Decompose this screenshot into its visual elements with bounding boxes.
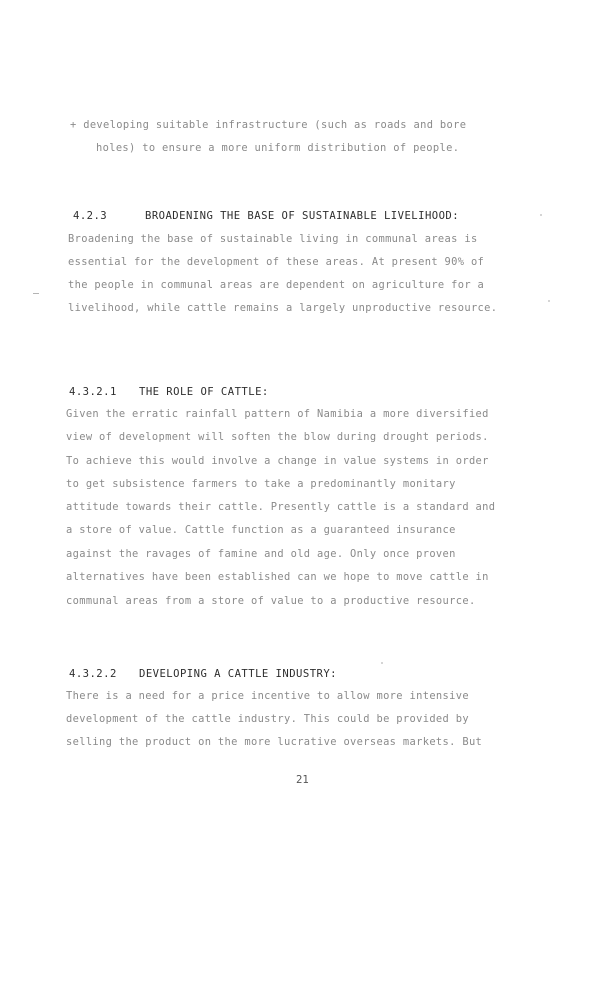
- section-number: 4.3.2.1: [69, 386, 117, 398]
- scan-speck: [381, 662, 383, 664]
- intro-line-2: holes) to ensure a more uniform distribution of people.: [96, 142, 460, 154]
- section-number: 4.3.2.2: [69, 668, 117, 680]
- paragraph-line: selling the product on the more lucrative overseas markets. But: [66, 736, 483, 748]
- paragraph-line: Given the erratic rainfall pattern of Namibia a more diversified: [66, 408, 489, 420]
- scan-speck: [540, 214, 542, 216]
- paragraph-line: essential for the development of these areas. At present 90% of: [68, 256, 485, 268]
- paragraph-line: development of the cattle industry. This could be provided by: [66, 713, 469, 725]
- section-heading-4-3-2-2: [69, 667, 337, 681]
- page-number: 21: [296, 774, 309, 786]
- section-title: THE ROLE OF CATTLE:: [139, 386, 269, 398]
- section-heading-4-2-3: [73, 209, 459, 223]
- paragraph-line: view of development will soften the blow during drought periods.: [66, 431, 489, 443]
- paragraph-line: attitude towards their cattle. Presently cattle is a standard and: [66, 501, 496, 513]
- paragraph-line: To achieve this would involve a change in value systems in order: [66, 455, 489, 467]
- paragraph-line: the people in communal areas are dependent on agriculture for a: [68, 279, 485, 291]
- paragraph-line: against the ravages of famine and old age. Only once proven: [66, 548, 456, 560]
- paragraph-line: There is a need for a price incentive to allow more intensive: [66, 690, 469, 702]
- paragraph-line: a store of value. Cattle function as a guaranteed insurance: [66, 524, 456, 536]
- section-number: 4.2.3: [73, 210, 108, 222]
- paragraph-line: to get subsistence farmers to take a predominantly monitary: [66, 478, 456, 490]
- scan-speck: [548, 300, 550, 302]
- margin-mark: [33, 293, 39, 294]
- section-title: BROADENING THE BASE OF SUSTAINABLE LIVELIHOOD:: [145, 210, 460, 222]
- paragraph-line: Broadening the base of sustainable living in communal areas is: [68, 233, 478, 245]
- section-title: DEVELOPING A CATTLE INDUSTRY:: [139, 668, 338, 680]
- intro-line-1: + developing suitable infrastructure (such as roads and bore: [70, 119, 467, 131]
- section-heading-4-3-2-1: [69, 385, 269, 399]
- paragraph-line: alternatives have been established can we hope to move cattle in: [66, 571, 489, 583]
- paragraph-line: livelihood, while cattle remains a largely unproductive resource.: [68, 302, 498, 314]
- paragraph-line: communal areas from a store of value to a productive resource.: [66, 595, 476, 607]
